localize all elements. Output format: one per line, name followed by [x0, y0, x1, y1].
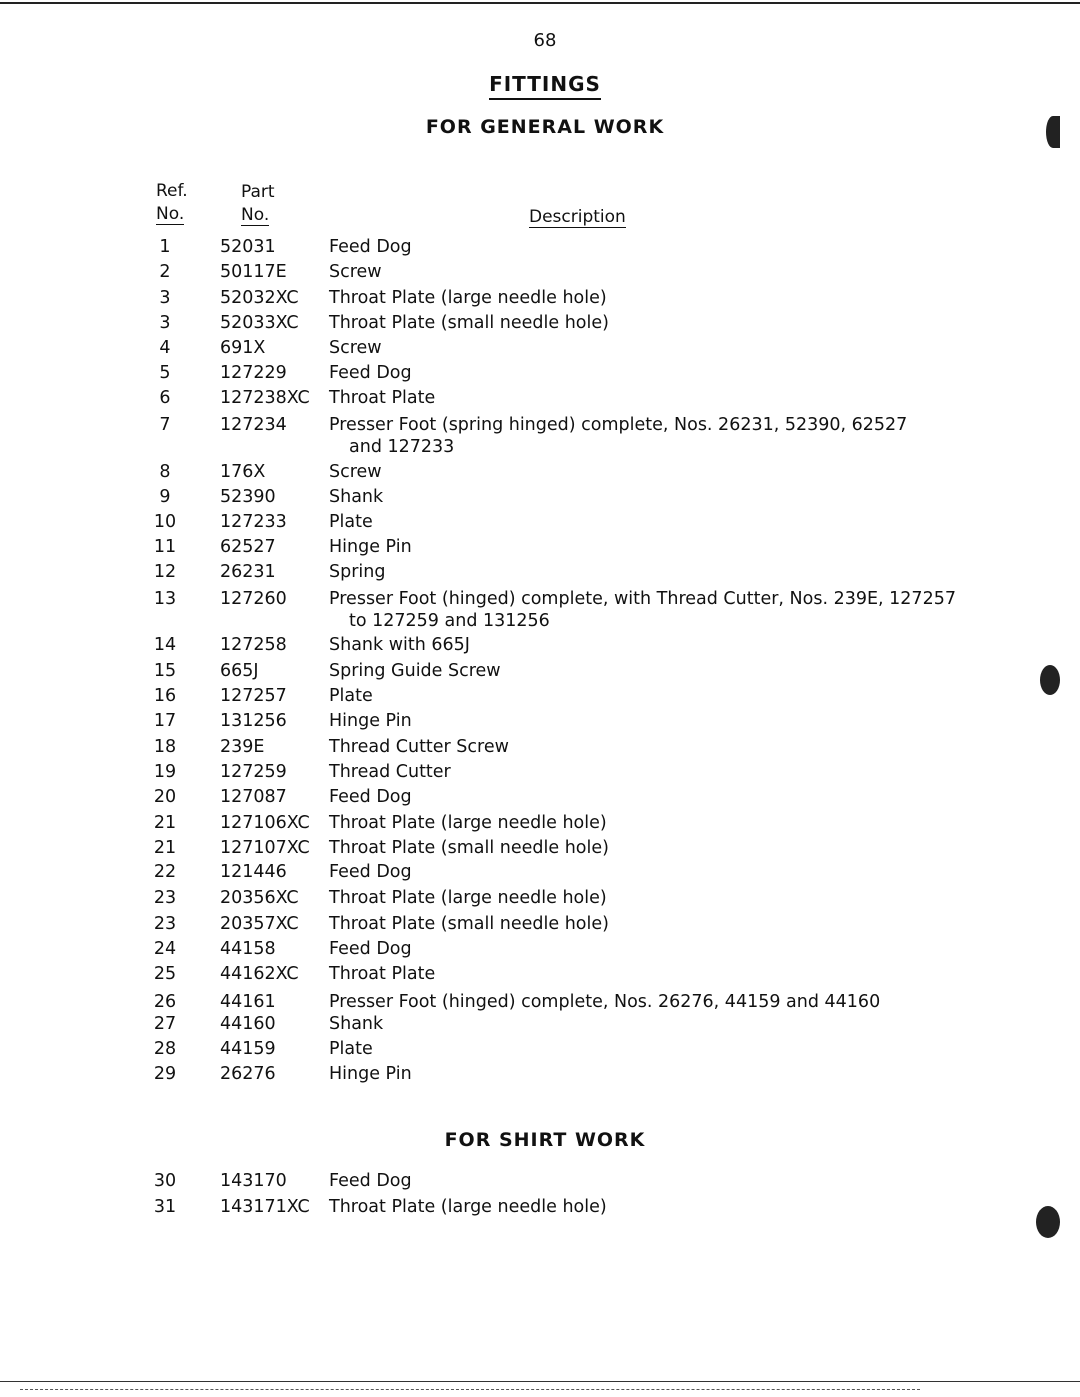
ref-number: 4 — [159, 338, 171, 358]
ref-number: 16 — [153, 686, 177, 706]
description-text: Feed Dog — [329, 939, 412, 959]
ref-number: 3 — [159, 313, 171, 333]
part-number: 20356XC — [220, 888, 299, 908]
part-number: 26231 — [220, 562, 276, 582]
ref-number: 22 — [153, 862, 177, 882]
part-description — [329, 938, 949, 960]
ref-number: 11 — [153, 537, 177, 557]
part-description — [329, 287, 949, 309]
page-number: 68 — [533, 30, 557, 51]
title-text: FITTINGS — [489, 72, 601, 100]
ref-number: 26 — [153, 992, 177, 1012]
ref-number: 31 — [153, 1197, 177, 1217]
ref-number: 27 — [153, 1014, 177, 1034]
description-text: Feed Dog — [329, 237, 412, 257]
part-number: 127238XC — [220, 388, 310, 408]
description-text: Feed Dog — [329, 363, 412, 383]
part-number: 127258 — [220, 635, 287, 655]
part-description — [329, 561, 949, 583]
ref-number: 12 — [153, 562, 177, 582]
ref-number: 7 — [159, 415, 171, 435]
part-description — [329, 337, 949, 359]
part-number: 44162XC — [220, 964, 299, 984]
part-number: 176X — [220, 462, 266, 482]
description-text: Presser Foot (spring hinged) complete, Nos. 26231, 52390, 62527 — [329, 415, 908, 435]
part-description — [329, 312, 949, 334]
part-number: 143170 — [220, 1171, 287, 1191]
part-description — [329, 991, 949, 1013]
part-description — [329, 387, 949, 409]
page-title — [0, 72, 1080, 96]
ref-number: 21 — [153, 813, 177, 833]
description-text: Shank — [329, 487, 384, 507]
description-text: Plate — [329, 512, 373, 532]
ref-number: 13 — [153, 589, 177, 609]
part-number: 50117E — [220, 262, 287, 282]
ref-number: 24 — [153, 939, 177, 959]
description-text: Hinge Pin — [329, 1064, 412, 1084]
description-header — [529, 206, 626, 229]
part-description — [329, 1013, 949, 1035]
ref-header-line2: No. — [156, 204, 185, 224]
ref-number: 25 — [153, 964, 177, 984]
binding-hole-mark — [1036, 1206, 1060, 1238]
ref-number: 17 — [153, 711, 177, 731]
part-description — [329, 486, 949, 508]
part-description — [329, 1196, 949, 1218]
part-number: 239E — [220, 737, 265, 757]
part-description — [329, 685, 949, 707]
ref-number: 3 — [159, 288, 171, 308]
description-text: Feed Dog — [329, 1171, 412, 1191]
description-text: Spring Guide Screw — [329, 661, 501, 681]
ref-number: 10 — [153, 512, 177, 532]
part-description — [329, 710, 949, 732]
description-text: Thread Cutter — [329, 762, 451, 782]
ref-number: 30 — [153, 1171, 177, 1191]
part-number: 665J — [220, 661, 259, 681]
part-number: 131256 — [220, 711, 287, 731]
bottom-rule-dashed — [20, 1389, 920, 1390]
part-number: 691X — [220, 338, 266, 358]
part-description — [329, 812, 949, 834]
part-number: 127260 — [220, 589, 287, 609]
binding-hole-mark — [1046, 116, 1060, 148]
part-number: 44159 — [220, 1039, 276, 1059]
description-continuation: and 127233 — [349, 437, 455, 457]
part-number: 127259 — [220, 762, 287, 782]
description-text: Throat Plate (small needle hole) — [329, 914, 609, 934]
part-number: 52031 — [220, 237, 276, 257]
ref-number: 28 — [153, 1039, 177, 1059]
description-text: Throat Plate (large needle hole) — [329, 288, 607, 308]
description-text: Throat Plate (large needle hole) — [329, 1197, 607, 1217]
bottom-rule — [0, 1381, 1080, 1382]
part-description — [329, 861, 949, 883]
ref-number: 6 — [159, 388, 171, 408]
description-text: Hinge Pin — [329, 537, 412, 557]
description-text: Spring — [329, 562, 386, 582]
part-number: 143171XC — [220, 1197, 310, 1217]
part-description — [329, 1063, 949, 1085]
description-text: Screw — [329, 462, 382, 482]
ref-number: 18 — [153, 737, 177, 757]
ref-number: 29 — [153, 1064, 177, 1084]
part-number: 127106XC — [220, 813, 310, 833]
description-text: Screw — [329, 338, 382, 358]
description-text: Throat Plate (large needle hole) — [329, 888, 607, 908]
ref-header — [156, 180, 188, 226]
ref-number: 14 — [153, 635, 177, 655]
ref-number: 2 — [159, 262, 171, 282]
part-number: 44158 — [220, 939, 276, 959]
binding-hole-mark — [1040, 665, 1060, 695]
part-number: 20357XC — [220, 914, 299, 934]
part-description — [329, 236, 949, 258]
description-text: Throat Plate — [329, 388, 436, 408]
part-description — [329, 414, 949, 458]
part-description — [329, 536, 949, 558]
part-number: 127233 — [220, 512, 287, 532]
part-number: 52390 — [220, 487, 276, 507]
description-text: Throat Plate (small needle hole) — [329, 313, 609, 333]
part-description — [329, 461, 949, 483]
part-description — [329, 837, 949, 859]
part-number: 62527 — [220, 537, 276, 557]
description-text: Shank with 665J — [329, 635, 470, 655]
part-description — [329, 786, 949, 808]
part-description — [329, 913, 949, 935]
ref-number: 9 — [159, 487, 171, 507]
description-text: Thread Cutter Screw — [329, 737, 509, 757]
description-text: Throat Plate — [329, 964, 436, 984]
description-text: Feed Dog — [329, 787, 412, 807]
description-text: Plate — [329, 1039, 373, 1059]
part-number: 127257 — [220, 686, 287, 706]
description-text: Screw — [329, 262, 382, 282]
ref-number: 23 — [153, 914, 177, 934]
part-description — [329, 1170, 949, 1192]
part-number: 26276 — [220, 1064, 276, 1084]
part-description — [329, 261, 949, 283]
section-heading-general: FOR GENERAL WORK — [425, 116, 665, 138]
part-description — [329, 1038, 949, 1060]
part-header-line2: No. — [241, 205, 270, 225]
ref-number: 5 — [159, 363, 171, 383]
part-description — [329, 963, 949, 985]
part-description — [329, 761, 949, 783]
description-text: Plate — [329, 686, 373, 706]
description-header-text: Description — [529, 207, 626, 227]
part-description — [329, 588, 956, 632]
part-number: 121446 — [220, 862, 287, 882]
part-description — [329, 660, 949, 682]
part-number: 127229 — [220, 363, 287, 383]
ref-header-line1: Ref. — [156, 181, 188, 201]
part-number: 44161 — [220, 992, 276, 1012]
description-text: Feed Dog — [329, 862, 412, 882]
section-heading-shirt: FOR SHIRT WORK — [444, 1129, 646, 1151]
description-continuation: to 127259 and 131256 — [349, 611, 550, 631]
part-number: 127234 — [220, 415, 287, 435]
part-number: 52032XC — [220, 288, 299, 308]
part-header — [241, 181, 275, 227]
ref-number: 23 — [153, 888, 177, 908]
part-description — [329, 362, 949, 384]
part-description — [329, 736, 949, 758]
part-number: 127107XC — [220, 838, 310, 858]
part-description — [329, 634, 949, 656]
ref-number: 8 — [159, 462, 171, 482]
top-rule — [0, 2, 1080, 4]
part-header-line1: Part — [241, 182, 275, 202]
description-text: Shank — [329, 1014, 384, 1034]
description-text: Presser Foot (hinged) complete, Nos. 26276, 44159 and 44160 — [329, 992, 881, 1012]
description-text: Presser Foot (hinged) complete, with Thread Cutter, Nos. 239E, 127257 — [329, 589, 956, 609]
description-text: Throat Plate (small needle hole) — [329, 838, 609, 858]
part-description — [329, 887, 949, 909]
ref-number: 21 — [153, 838, 177, 858]
ref-number: 15 — [153, 661, 177, 681]
ref-number: 20 — [153, 787, 177, 807]
description-text: Hinge Pin — [329, 711, 412, 731]
part-number: 52033XC — [220, 313, 299, 333]
description-text: Throat Plate (large needle hole) — [329, 813, 607, 833]
ref-number: 19 — [153, 762, 177, 782]
part-number: 44160 — [220, 1014, 276, 1034]
part-description — [329, 511, 949, 533]
ref-number: 1 — [159, 237, 171, 257]
part-number: 127087 — [220, 787, 287, 807]
